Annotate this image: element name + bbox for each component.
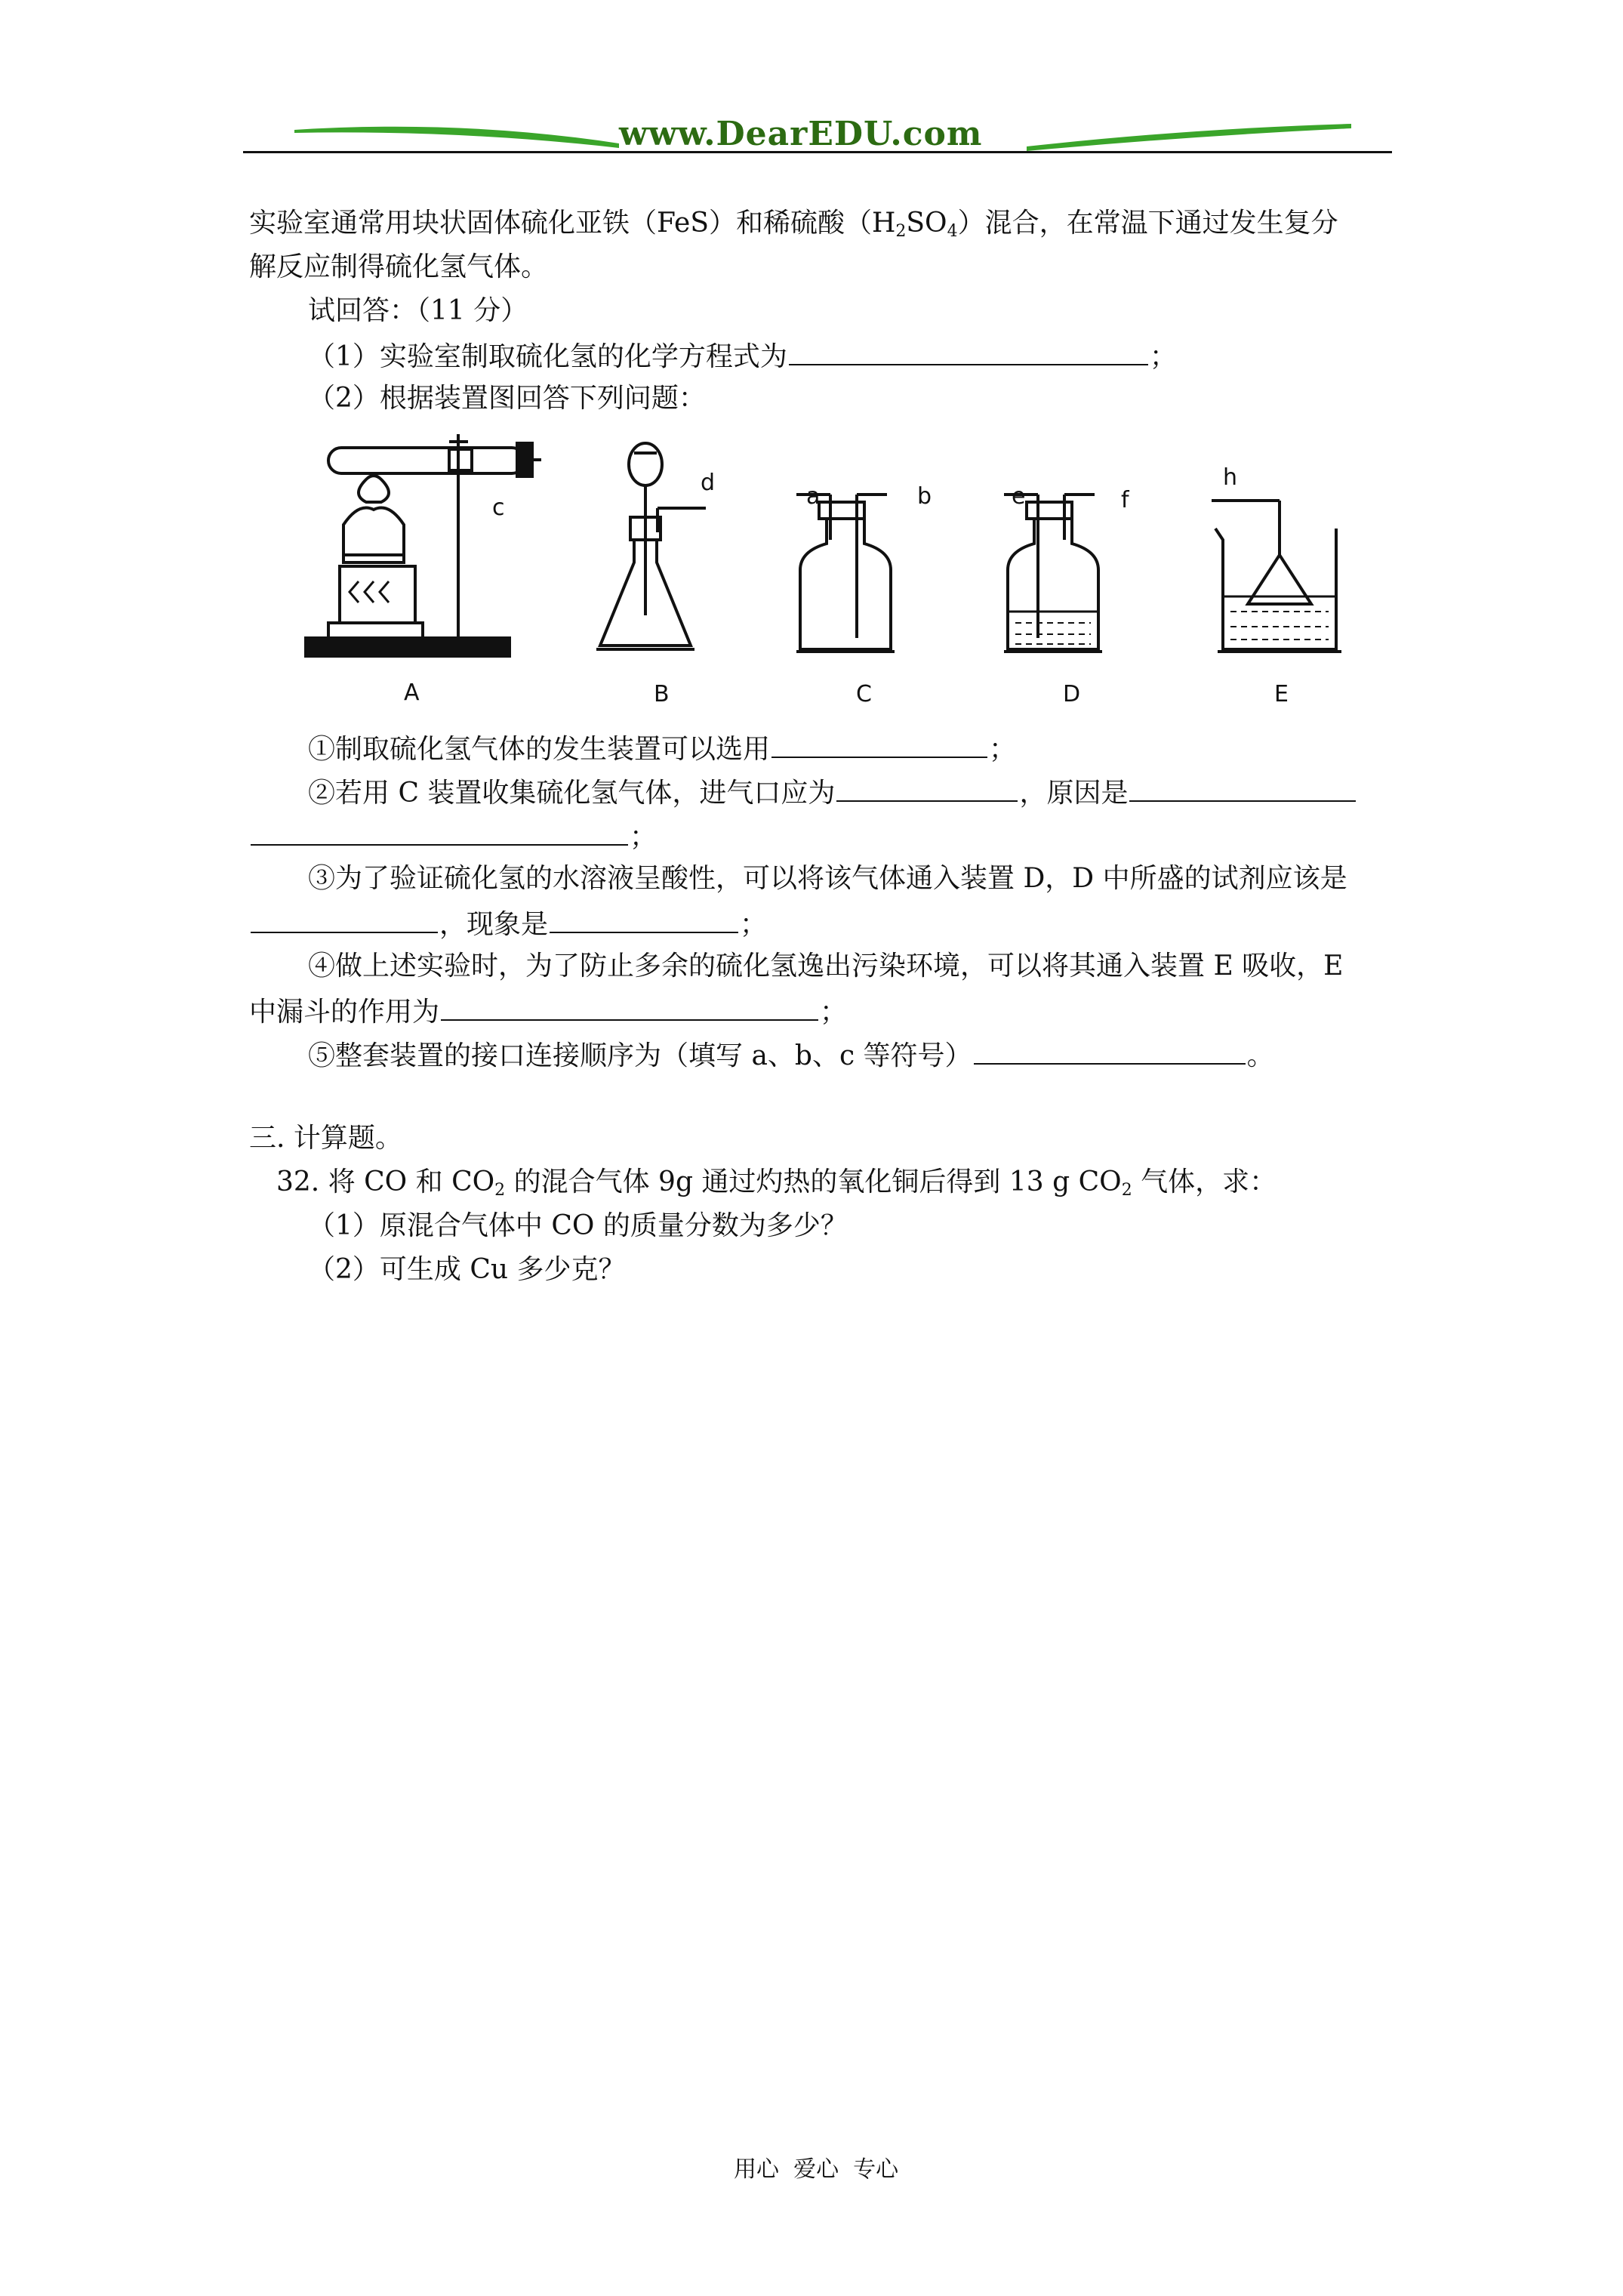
port-label-b: b: [917, 483, 932, 510]
answer-blank-reagent[interactable]: [251, 905, 438, 933]
port-label-f: f: [1121, 487, 1129, 513]
figure-label-e: E: [1274, 681, 1289, 707]
figure-label-b: B: [654, 681, 670, 707]
apparatus-e: [1212, 501, 1341, 652]
sub-question-1: ①制取硫化氢气体的发生装置可以选用 ；: [308, 729, 1016, 768]
intro-line-2: 解反应制得硫化氢气体。: [249, 251, 549, 282]
intro-line-1: 实验室通常用块状固体硫化亚铁（FeS）和稀硫酸$(H_2SO_4)$混合，在常温下通过发生复分: [249, 208, 1338, 241]
page-footer: 用心 爱心 专心: [734, 2156, 899, 2183]
sub-question-4: ④做上述实验时，为了防止多余的硫化氢逸出污染环境，可以将其通入装置 E 吸收，E: [308, 951, 1344, 982]
question-32-part-2: （2）可生成 Cu 多少克？: [308, 1254, 626, 1285]
apparatus-b: [596, 443, 706, 649]
apparatus-a: [306, 434, 541, 656]
figure-label-d: D: [1063, 681, 1081, 707]
sub-question-3: ③为了验证硫化氢的水溶液呈酸性，可以将该气体通入装置 D，D 中所盛的试剂应该是: [308, 863, 1347, 894]
answer-blank-inlet[interactable]: [836, 773, 1018, 802]
question-2: （2）根据装置图回答下列问题：: [308, 383, 706, 414]
answer-blank-sequence[interactable]: [974, 1036, 1246, 1065]
answer-blank-equation[interactable]: [789, 337, 1148, 365]
answer-blank-funnel[interactable]: [441, 992, 818, 1021]
intro-line-3: 试回答：（11 分）: [308, 295, 528, 326]
sub-question-3-cont: ，现象是 ；: [249, 905, 767, 943]
answer-blank-generator[interactable]: [771, 729, 987, 758]
port-label-h: h: [1223, 464, 1238, 491]
figure-label-c: C: [856, 681, 872, 707]
question-32: 32. 将 CO 和 $CO_2$ 的混合气体 9g 通过灼热的氧化铜后得到 13 g $CO_2$ 气体，求：: [276, 1166, 1277, 1200]
sub-question-2: ②若用 C 装置收集硫化氢气体，进气口应为 ，原因是: [308, 773, 1357, 812]
site-name: www.DearEDU.com: [619, 115, 983, 153]
question-1: （1）实验室制取硫化氢的化学方程式为 ；: [308, 337, 1177, 375]
answer-blank-reason[interactable]: [1129, 773, 1356, 802]
figure-label-a: A: [404, 680, 420, 706]
answer-blank-phenomenon[interactable]: [550, 905, 738, 933]
port-label-c: c: [492, 495, 505, 521]
port-label-a: a: [806, 483, 821, 510]
apparatus-figure: [298, 419, 1370, 721]
question-32-part-1: （1）原混合气体中 CO 的质量分数为多少？: [308, 1210, 848, 1241]
sub-question-4-cont: 中漏斗的作用为 ；: [249, 992, 847, 1031]
sub-question-5: ⑤整套装置的接口连接顺序为（填写 a、b、c 等符号） 。: [308, 1036, 1274, 1074]
apparatus-c: [796, 495, 895, 652]
answer-blank-reason-cont[interactable]: [251, 817, 628, 846]
port-label-e: e: [1012, 483, 1026, 510]
header-rule: [243, 151, 1392, 153]
port-label-d: d: [701, 470, 716, 496]
sub-question-2-cont: ；: [249, 817, 657, 855]
apparatus-d: [1004, 495, 1102, 652]
section-title: 三. 计算题。: [249, 1123, 402, 1154]
